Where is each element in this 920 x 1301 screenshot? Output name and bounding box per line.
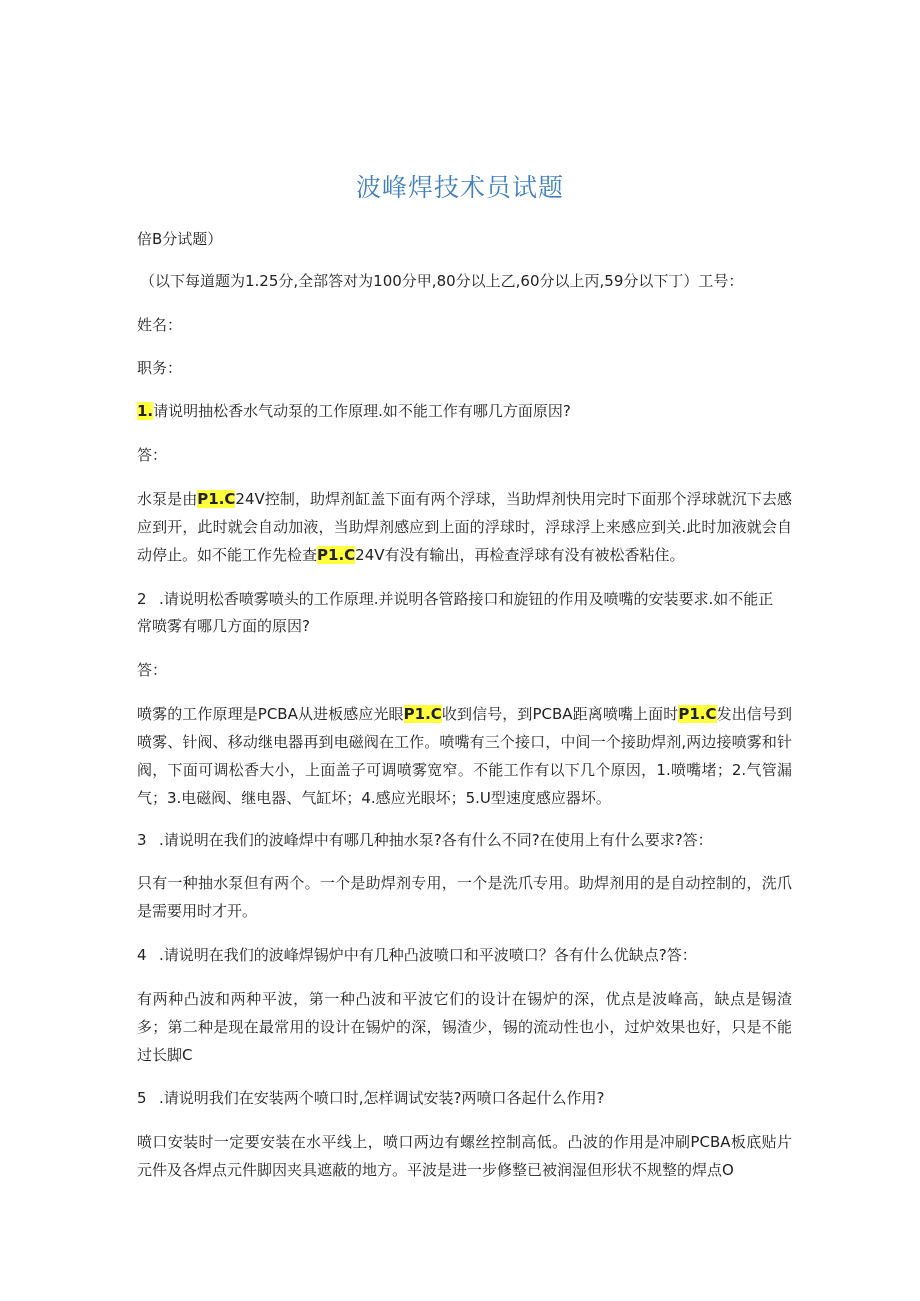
scoring-rules: （以下每道题为1.25分,全部答对为100分甲,80分以上乙,60分以上丙,59分以下丁）工号： bbox=[140, 272, 744, 290]
question-3: 3 .请说明在我们的波峰焊中有哪几种抽水泵?各有什么不同?在使用上有什么要求?答： bbox=[137, 826, 797, 854]
answer-1-label: 答： bbox=[137, 446, 168, 464]
question-3-number: 3 bbox=[137, 831, 147, 849]
answer-1: 水泵是由P1.C24V控制，助焊剂缸盖下面有两个浮球，当助焊剂快用完时下面那个浮球就沉下去感应到开，此时就会自动加液，当助焊剂感应到上面的浮球时，浮球浮上来感应到关.此时加液就会自动停止。如不能工作先检查P1.C24V有没有输出，再检查浮球有没有被松香粘住。 bbox=[137, 490, 792, 564]
plc-highlight: P1.C bbox=[678, 705, 717, 723]
question-5: 5 .请说明我们在安装两个喷口时,怎样调试安装?两喷口各起什么作用? bbox=[137, 1084, 797, 1112]
document-title: 波峰焊技术员试题 bbox=[355, 173, 564, 202]
answer-3: 只有一种抽水泵但有两个。一个是助焊剂专用，一个是洗爪专用。助焊剂用的是自动控制的，洗爪是需要用时才开。 bbox=[137, 874, 792, 920]
name-label: 姓名： bbox=[137, 316, 183, 334]
question-4-number: 4 bbox=[137, 946, 147, 964]
question-2-line-1: 2 .请说明松香喷雾喷头的工作原理.并说明各管路接口和旋钮的作用及喷嘴的安装要求.如不能正 bbox=[137, 585, 797, 613]
question-1-text: 请说明抽松香水气动泵的工作原理.如不能工作有哪几方面原因? bbox=[153, 402, 571, 420]
question-5-number: 5 bbox=[137, 1089, 147, 1107]
answer-5: 喷口安装时一定要安装在水平线上，喷口两边有螺丝控制高低。凸波的作用是冲刷PCBA板底贴片元件及各焊点元件脚因夹具遮蔽的地方。平波是进一步修整已被润湿但形状不规整的焊点O bbox=[137, 1133, 792, 1179]
question-2-number: 2 bbox=[137, 590, 147, 608]
question-4: 4 .请说明在我们的波峰焊锡炉中有几种凸波喷口和平波喷口？各有什么优缺点?答： bbox=[137, 941, 797, 969]
answer-4: 有两种凸波和两种平波，第一种凸波和平波它们的设计在锡炉的深，优点是波峰高，缺点是锡渣多；第二种是现在最常用的设计在锡炉的深，锡渣少，锡的流动性也小，过炉效果也好，只是不能过长脚C bbox=[137, 990, 792, 1064]
answer-2-label: 答： bbox=[137, 661, 168, 679]
position-label: 职务： bbox=[137, 359, 183, 377]
plc-highlight: P1.C bbox=[197, 490, 236, 508]
question-1-number: 1. bbox=[137, 402, 154, 420]
answer-2: 喷雾的工作原理是PCBA从进板感应光眼P1.C收到信号，到PCBA距离喷嘴上面时P1.C发出信号到喷雾、针阀、移动继电器再到电磁阀在工作。喷嘴有三个接口，中间一个接助焊剂,两边接喷雾和针阀，下面可调松香大小，上面盖子可调喷雾宽窄。不能工作有以下几个原因，1.喷嘴堵；2.气管漏气；3.电磁阀、继电器、气缸坏；4.感应光眼坏；5.U型速度感应器坏。 bbox=[137, 705, 792, 807]
plc-highlight: P1.C bbox=[317, 546, 356, 564]
exam-subtitle: 倍B分试题） bbox=[137, 230, 223, 248]
question-1 bbox=[137, 397, 797, 425]
plc-highlight: P1.C bbox=[403, 705, 442, 723]
question-2-line-2: 常喷雾有哪几方面的原因? bbox=[137, 617, 310, 635]
